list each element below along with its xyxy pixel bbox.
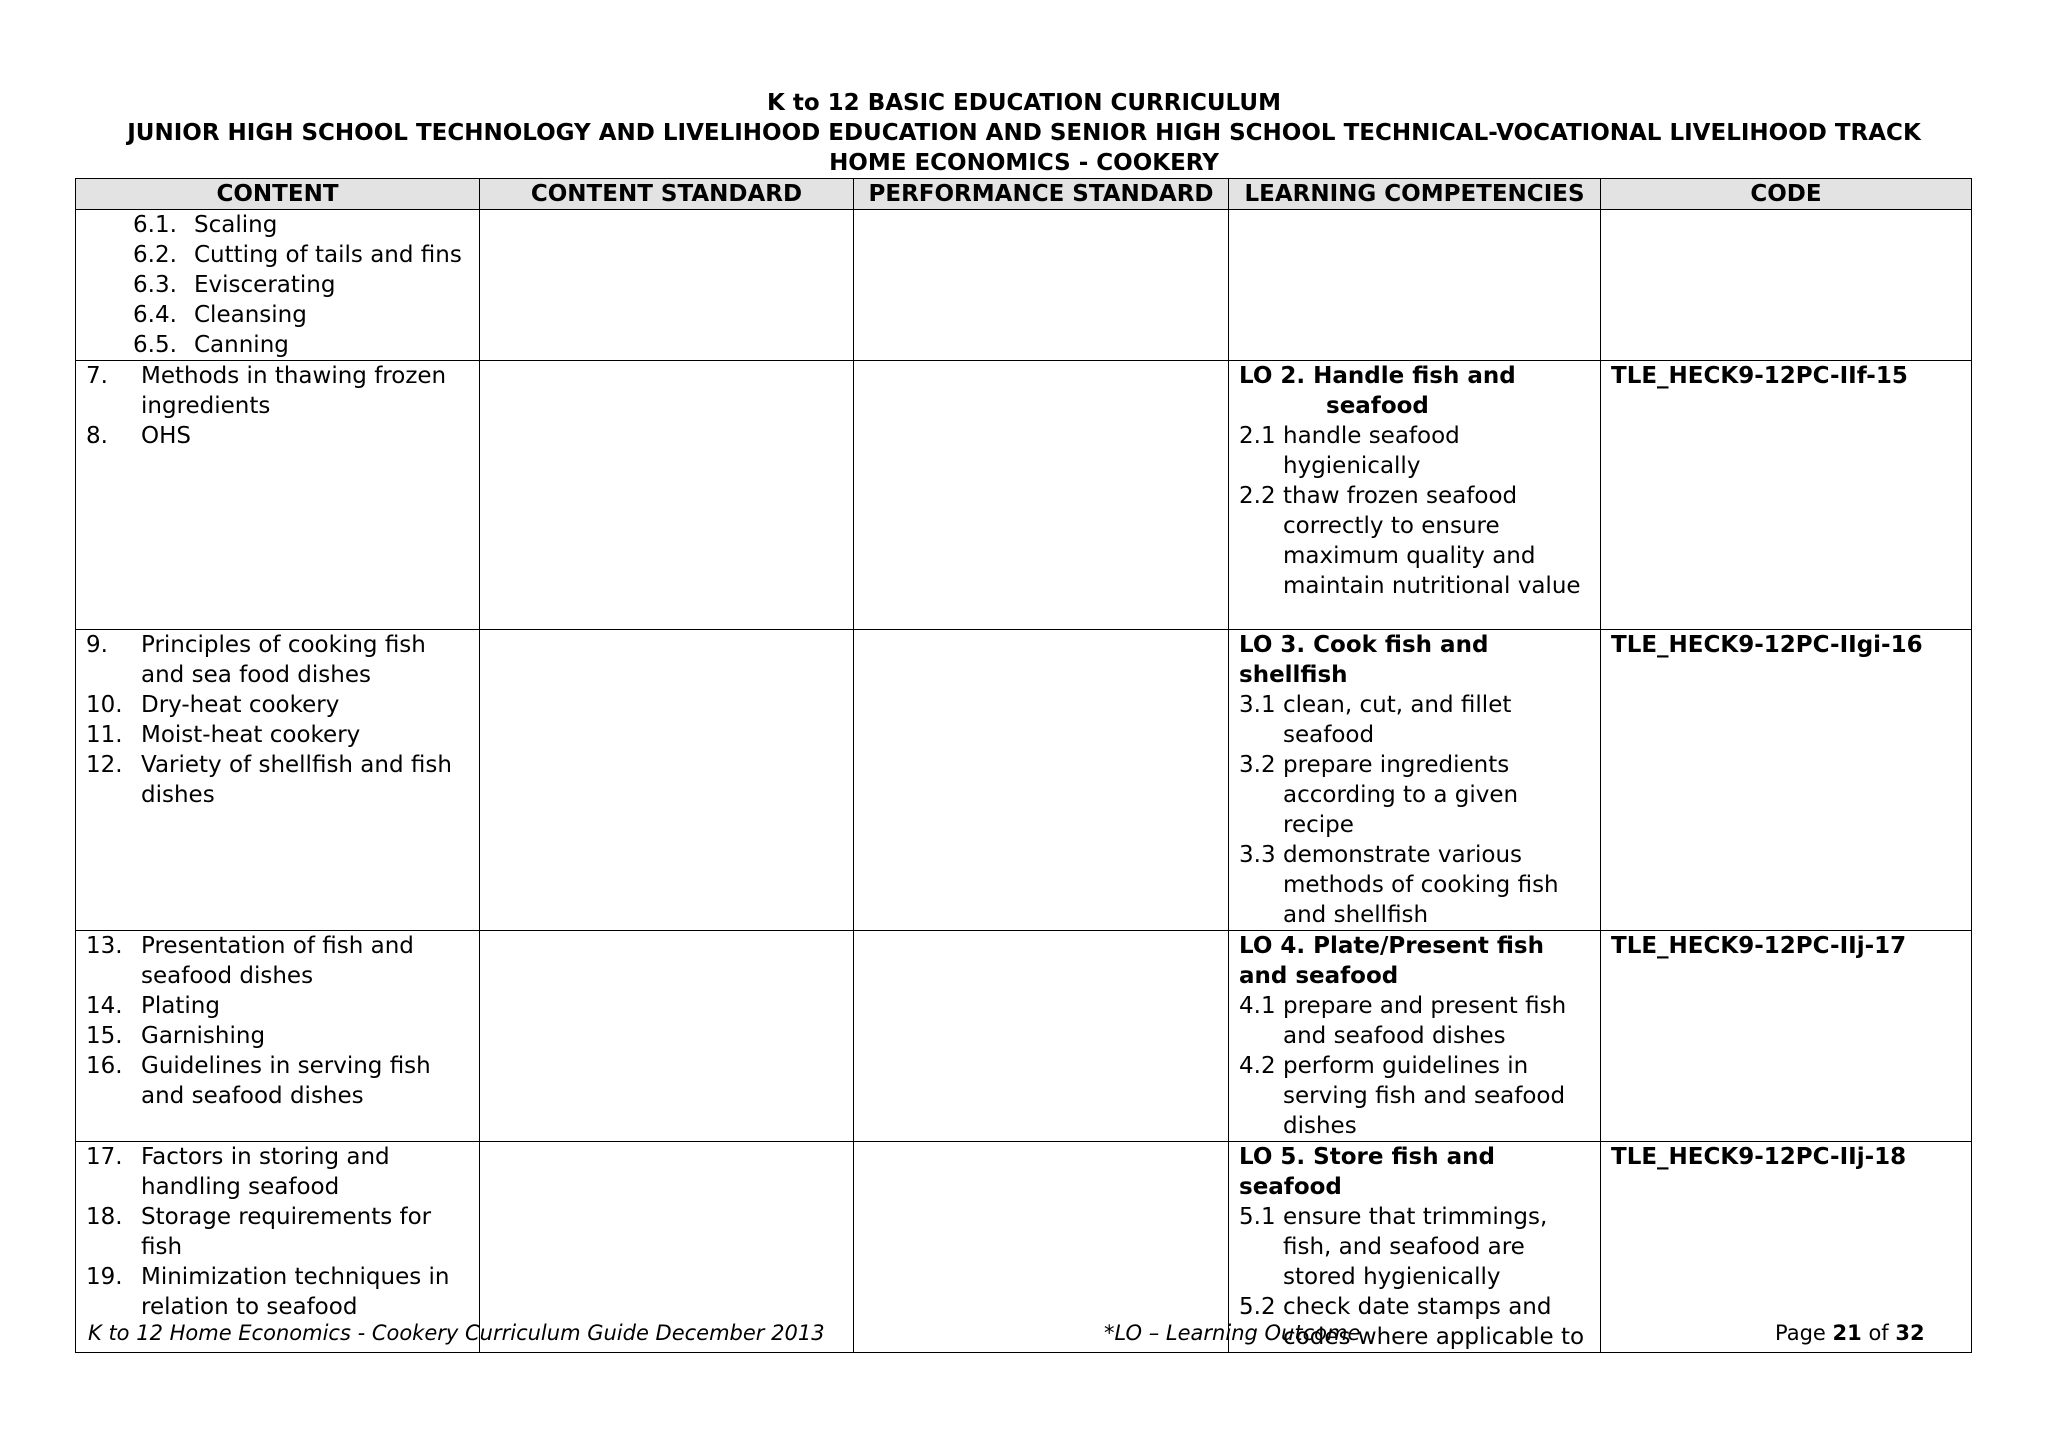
table-row (76, 210, 1972, 361)
list-item: 18. Storage requirements for fish (86, 1204, 432, 1260)
list-item: 16. Guidelines in serving fish and seafood dishes (86, 1053, 431, 1109)
table-row (76, 361, 1972, 630)
content-cell (76, 210, 480, 361)
table-row (76, 630, 1972, 931)
list-item: 10. Dry-heat cookery (86, 692, 340, 718)
content-list (86, 931, 469, 1111)
header-title: K to 12 BASIC EDUCATION CURRICULUM (767, 90, 1281, 116)
competency-item: 5.2 check date stamps and codes where applicable to (1239, 1294, 1585, 1350)
learning-outcome-title: LO 2. Handle fish and seafood (1239, 363, 1516, 419)
learning-competencies-cell (1229, 630, 1601, 931)
col-header-content-standard: CONTENT STANDARD (480, 179, 854, 210)
list-item: 11. Moist-heat cookery (86, 722, 361, 748)
competency-item: 5.1 ensure that trimmings, fish, and seafood are stored hygienically (1239, 1204, 1548, 1290)
competency-code: TLE_HECK9-12PC-IIf-15 (1611, 363, 1908, 389)
list-item: 14. Plating (86, 993, 220, 1019)
list-item: 6.2. Cutting of tails and fins (133, 242, 462, 268)
learning-competencies-cell (1229, 210, 1601, 361)
code-cell (1601, 361, 1972, 630)
competency-code: TLE_HECK9-12PC-IIj-17 (1611, 933, 1907, 959)
curriculum-table (75, 178, 1972, 1353)
content-standard-cell (480, 361, 854, 630)
content-cell (76, 931, 480, 1142)
competency-code: TLE_HECK9-12PC-IIgi-16 (1611, 632, 1923, 658)
learning-competencies-cell (1229, 931, 1601, 1142)
content-standard-cell (480, 931, 854, 1142)
content-list (86, 630, 469, 810)
content-cell (76, 361, 480, 630)
col-header-code: CODE (1601, 179, 1972, 210)
header-subject: HOME ECONOMICS - COOKERY (829, 150, 1219, 176)
footer-document-title: K to 12 Home Economics - Cookery Curriculum Guide December 2013 (88, 1321, 825, 1345)
performance-standard-cell (854, 931, 1229, 1142)
performance-standard-cell (854, 210, 1229, 361)
code-cell (1601, 630, 1972, 931)
performance-standard-cell (854, 361, 1229, 630)
col-header-content: CONTENT (76, 179, 480, 210)
content-list (86, 361, 469, 451)
content-standard-cell (480, 210, 854, 361)
competency-item: 3.1 clean, cut, and fillet seafood (1239, 692, 1512, 748)
competency-item: 2.2 thaw frozen seafood correctly to ensure maximum quality and maintain nutritional value (1239, 483, 1581, 599)
competency-item: 4.2 perform guidelines in serving fish and seafood dishes (1239, 1053, 1566, 1139)
list-item: 17. Factors in storing and handling seafood (86, 1144, 390, 1200)
code-cell (1601, 931, 1972, 1142)
table-row (76, 931, 1972, 1142)
list-item: 6.4. Cleansing (133, 302, 307, 328)
list-item: 6.5. Canning (133, 332, 289, 358)
list-item: 15. Garnishing (86, 1023, 266, 1049)
content-standard-cell (480, 630, 854, 931)
table-header-row (76, 179, 1972, 210)
content-cell (76, 630, 480, 931)
document-header (0, 88, 2048, 178)
header-subtitle: JUNIOR HIGH SCHOOL TECHNOLOGY AND LIVELIHOOD EDUCATION AND SENIOR HIGH SCHOOL TECHNICAL-VOCATIONAL LIVELIHOOD TRACK (127, 120, 1921, 146)
list-item: 9. Principles of cooking fish and sea food dishes (86, 632, 426, 688)
performance-standard-cell (854, 630, 1229, 931)
list-item: 19. Minimization techniques in relation to seafood (86, 1264, 450, 1320)
list-item: 6.3. Eviscerating (133, 272, 336, 298)
content-list (86, 210, 469, 360)
col-header-learning-competencies: LEARNING COMPETENCIES (1229, 179, 1601, 210)
competency-item: 2.1 handle seafood hygienically (1239, 423, 1460, 479)
learning-outcome-title: LO 5. Store fish and seafood (1239, 1144, 1495, 1200)
footer-legend: *LO – Learning Outcome (1104, 1321, 1361, 1345)
footer-page-number: Page 21 of 32 (1775, 1321, 1925, 1345)
competency-item: 3.2 prepare ingredients according to a given recipe (1239, 752, 1519, 838)
list-item: 8. OHS (86, 423, 191, 449)
learning-competencies-cell (1229, 361, 1601, 630)
list-item: 13. Presentation of fish and seafood dishes (86, 933, 414, 989)
list-item: 12. Variety of shellfish and fish dishes (86, 752, 452, 808)
code-cell (1601, 210, 1972, 361)
col-header-performance-standard: PERFORMANCE STANDARD (854, 179, 1229, 210)
content-list (86, 1142, 469, 1322)
learning-outcome-title: LO 3. Cook fish and shellfish (1239, 632, 1489, 688)
competency-code: TLE_HECK9-12PC-IIj-18 (1611, 1144, 1907, 1170)
competency-item: 3.3 demonstrate various methods of cooking fish and shellfish (1239, 842, 1559, 928)
learning-outcome-title: LO 4. Plate/Present fish and seafood (1239, 933, 1544, 989)
list-item: 6.1. Scaling (133, 212, 278, 238)
list-item: 7. Methods in thawing frozen ingredients (86, 363, 447, 419)
competency-item: 4.1 prepare and present fish and seafood dishes (1239, 993, 1567, 1049)
